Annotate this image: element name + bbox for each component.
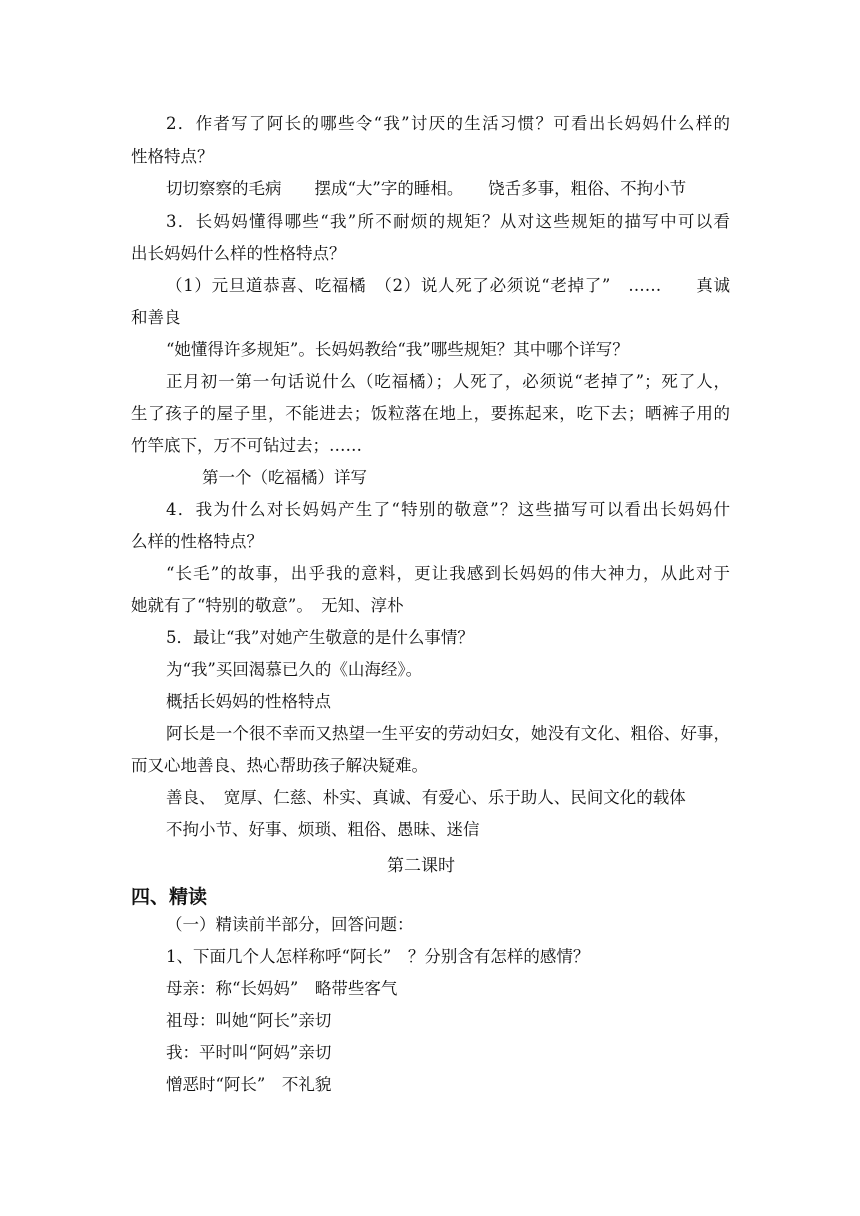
question-3-line-2: 出长妈妈什么样的性格特点？	[131, 244, 346, 263]
question-4-line-1: 4．我为什么对长妈妈产生了“特别的敬意”？这些描写可以看出长妈妈什	[166, 500, 730, 519]
my-address-hostile: 憎恶时“阿长” 不礼貌	[166, 1075, 332, 1094]
grandmother-address: 祖母：叫她“阿长”亲切	[166, 1011, 332, 1030]
answer-2: 切切察察的毛病 摆成“大”字的睡相。 饶舌多事，粗俗、不拘小节	[166, 179, 687, 198]
positive-traits: 善良、 宽厚、仁慈、朴实、真诚、有爱心、乐于助人、民间文化的载体	[166, 788, 686, 807]
section-title: 第二课时	[387, 856, 455, 876]
my-address: 我：平时叫“阿妈”亲切	[166, 1043, 332, 1062]
mother-address: 母亲：称“长妈妈” 略带些客气	[166, 979, 398, 998]
answer-3-line-1: （1）元旦道恭喜、吃福橘 （2）说人死了必须说“老掉了” …… 真诚	[166, 276, 730, 295]
answer-4-line-2: 她就有了“特别的敬意”。 无知、淳朴	[131, 596, 404, 615]
answer-5: 为“我”买回渴慕已久的《山海经》。	[166, 660, 423, 679]
question-5: 5．最让“我”对她产生敬意的是什么事情？	[166, 628, 474, 647]
question-2-line-1: 2．作者写了阿长的哪些令“我”讨厌的生活习惯？可看出长妈妈什么样的	[166, 114, 730, 133]
question-3-line-1: 3．长妈妈懂得哪些“我”所不耐烦的规矩？从对这些规矩的描写中可以看	[166, 212, 730, 231]
question-2-line-2: 性格特点？	[131, 147, 214, 166]
answer-4-line-1: “长毛”的故事，出乎我的意料，更让我感到长妈妈的伟大神力，从此对于	[166, 564, 730, 583]
summary-line-2: 而又心地善良、热心帮助孩子解决疑难。	[131, 756, 428, 775]
question-1: 1、下面几个人怎样称呼“阿长” ？分别含有怎样的感情？	[166, 947, 590, 966]
answer-3-line-2: 和善良	[131, 308, 181, 327]
summary-title: 概括长妈妈的性格特点	[166, 692, 331, 711]
summary-line-1: 阿长是一个很不幸而又热望一生平安的劳动妇女，她没有文化、粗俗、好事，	[166, 724, 730, 743]
rules-answer-line-3: 竹竿底下，万不可钻过去；……	[131, 436, 362, 455]
rules-detail-note: 第一个（吃福橘）详写	[202, 468, 367, 487]
question-4-line-2: 么样的性格特点？	[131, 532, 263, 551]
reading-task: （一）精读前半部分，回答问题：	[166, 915, 414, 934]
rules-question: “她懂得许多规矩”。长妈妈教给“我”哪些规矩？其中哪个详写？	[166, 340, 629, 359]
negative-traits: 不拘小节、好事、烦琐、粗俗、愚昧、迷信	[166, 820, 480, 839]
rules-answer-line-1: 正月初一第一句话说什么（吃福橘）；人死了，必须说“老掉了”；死了人，	[166, 372, 730, 391]
rules-answer-line-2: 生了孩子的屋子里，不能进去；饭粒落在地上，要拣起来，吃下去；晒裤子用的	[131, 404, 730, 423]
section-heading: 四、精读	[131, 886, 208, 908]
